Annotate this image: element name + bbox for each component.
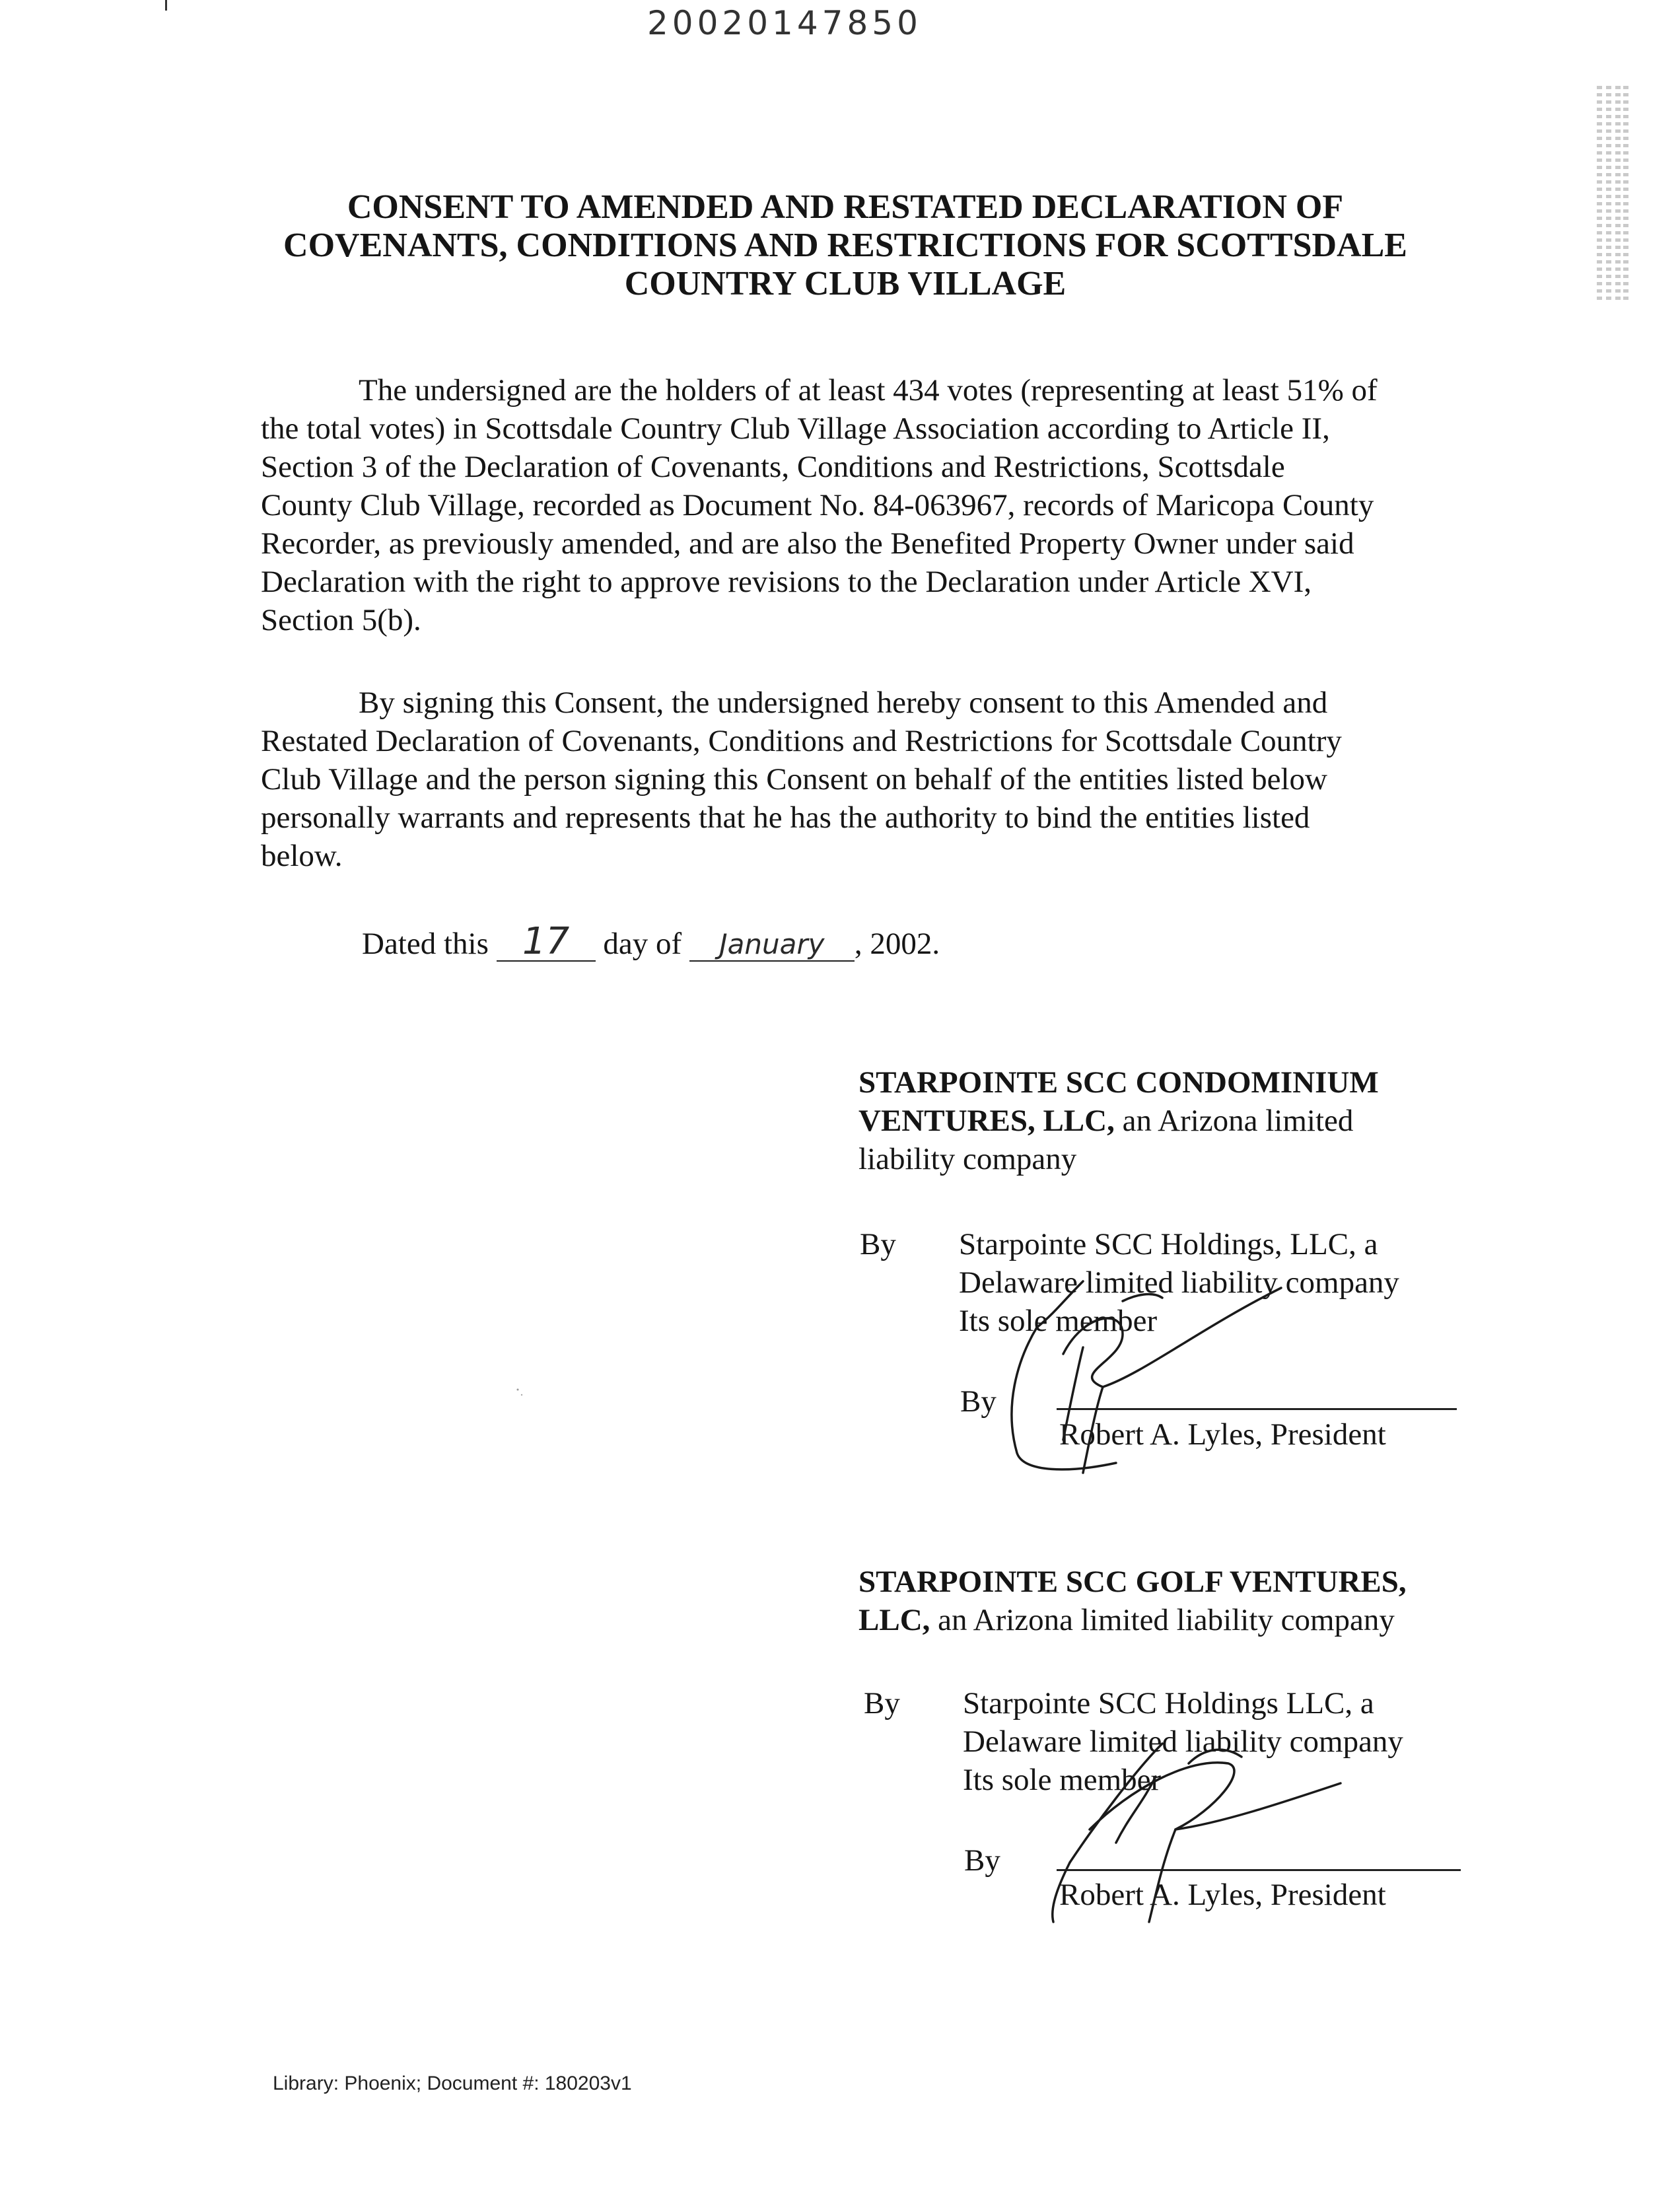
side-stamp-mark xyxy=(1597,86,1627,304)
dated-day-field: 17 xyxy=(497,923,596,962)
member-line: Delaware limited liability company xyxy=(959,1265,1399,1300)
text-line: below. xyxy=(261,839,343,873)
member-line: Delaware limited liability company xyxy=(963,1724,1403,1759)
handwritten-signature xyxy=(1030,1730,1347,1929)
member-line: Starpointe SCC Holdings LLC, a xyxy=(963,1686,1374,1720)
dated-suffix: , 2002. xyxy=(854,927,940,961)
text-line: By signing this Consent, the undersigned hereby consent to this Amended and xyxy=(359,686,1328,720)
signer-name: Robert A. Lyles, President xyxy=(1059,1878,1386,1912)
inner-by-label: By xyxy=(960,1384,997,1419)
text-line: The undersigned are the holders of at least 434 votes (representing at least 51% of xyxy=(359,373,1378,408)
document-title xyxy=(277,188,1413,303)
text-line: Club Village and the person signing this Consent on behalf of the entities listed below xyxy=(261,762,1327,797)
scan-mark xyxy=(165,0,167,11)
dated-line xyxy=(362,920,940,963)
entity-name: STARPOINTE SCC CONDOMINIUM xyxy=(858,1065,1379,1100)
signer-name: Robert A. Lyles, President xyxy=(1059,1417,1386,1452)
library-footer: Library: Phoenix; Document #: 180203v1 xyxy=(273,2073,632,2094)
recording-number: 20020147850 xyxy=(647,4,922,42)
by-label: By xyxy=(860,1227,896,1261)
dated-prefix: Dated this xyxy=(362,927,489,961)
member-line: Its sole member xyxy=(959,1304,1158,1338)
entity-description: liability company xyxy=(858,1142,1077,1176)
handwritten-signature xyxy=(991,1275,1288,1479)
entity-name: VENTURES, LLC, xyxy=(858,1104,1115,1138)
entity-name: LLC, xyxy=(858,1603,930,1637)
by-label: By xyxy=(864,1686,900,1720)
paragraph-consent xyxy=(261,684,1456,875)
scan-speck xyxy=(515,1387,528,1400)
signature-block-condominium xyxy=(858,1063,1519,1178)
member-line: Starpointe SCC Holdings, LLC, a xyxy=(959,1227,1378,1261)
text-line: Restated Declaration of Covenants, Conditions and Restrictions for Scottsdale Country xyxy=(261,724,1342,758)
title-line: COVENANTS, CONDITIONS AND RESTRICTIONS FOR SCOTTSDALE xyxy=(283,227,1407,264)
text-line: Section 5(b). xyxy=(261,603,421,637)
title-line: CONSENT TO AMENDED AND RESTATED DECLARATION OF xyxy=(347,188,1344,226)
signature-block-golf xyxy=(858,1563,1519,1639)
inner-by-label: By xyxy=(964,1843,1000,1878)
title-line: COUNTRY CLUB VILLAGE xyxy=(624,265,1067,302)
text-line: personally warrants and represents that he has the authority to bind the entities listed xyxy=(261,800,1310,835)
paragraph-votes xyxy=(261,371,1456,639)
entity-description: an Arizona limited liability company xyxy=(930,1603,1395,1637)
entity-name: STARPOINTE SCC GOLF VENTURES, xyxy=(858,1565,1407,1599)
text-line: Recorder, as previously amended, and are also the Benefited Property Owner under said xyxy=(261,526,1354,561)
member-line: Its sole member xyxy=(963,1763,1162,1797)
dated-middle: day of xyxy=(603,927,682,961)
text-line: Declaration with the right to approve revisions to the Declaration under Article XVI, xyxy=(261,565,1312,599)
text-line: Section 3 of the Declaration of Covenants, Conditions and Restrictions, Scottsdale xyxy=(261,450,1285,484)
text-line: the total votes) in Scottsdale Country Club Village Association according to Article II, xyxy=(261,411,1330,446)
text-line: County Club Village, recorded as Document No. 84-063967, records of Maricopa County xyxy=(261,488,1374,522)
entity-description: an Arizona limited xyxy=(1114,1104,1354,1138)
dated-month-field: January xyxy=(689,929,855,962)
